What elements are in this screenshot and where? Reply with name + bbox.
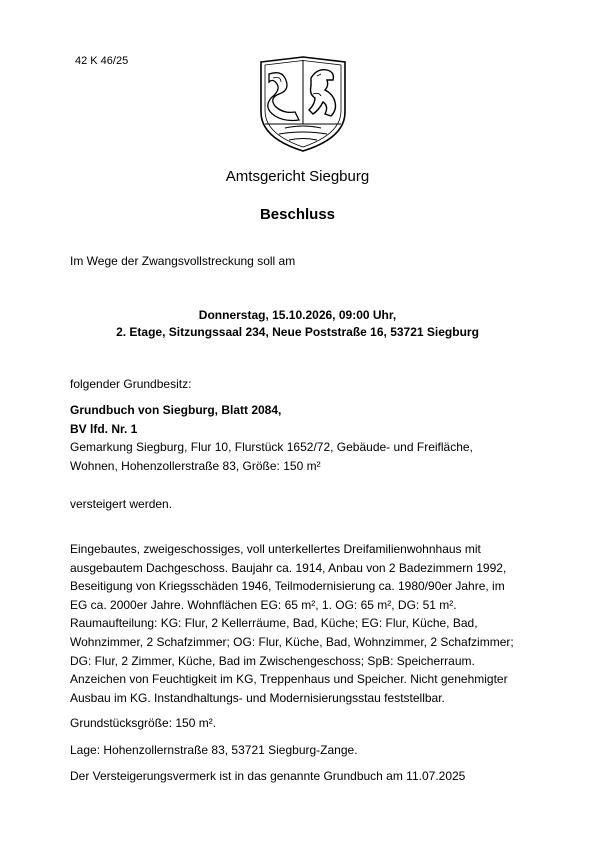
description-line: ausgebautem Dachgeschoss. Baujahr ca. 1914, Anbau von 2 Badezimmern 1992, <box>70 560 507 575</box>
intro-text: Im Wege der Zwangsvollstreckung soll am <box>70 254 296 268</box>
court-name: Amtsgericht Siegburg <box>225 168 370 185</box>
building-description <box>70 540 540 707</box>
parcel-description-line: Wohnen, Hohenzollerstraße 83, Größe: 150 m² <box>70 458 321 473</box>
coat-of-arms-icon <box>255 54 351 154</box>
description-line: DG: Flur, 2 Zimmer, Küche, Bad im Zwischengeschoss; SpB: Speicherraum. <box>70 653 475 668</box>
plot-size: Grundstücksgröße: 150 m². <box>70 716 217 730</box>
case-number: 42 K 46/25 <box>75 55 129 67</box>
description-line: Wohnzimmer, 2 Schafzimmer; OG: Flur, Küche, Bad, Wohnzimmer, 2 Schafzimmer; <box>70 634 514 649</box>
description-line: EG ca. 2000er Jahre. Wohnflächen EG: 65 m², 1. OG: 65 m², DG: 51 m². <box>70 597 457 612</box>
document-title: Beschluss <box>259 206 336 223</box>
description-line: Eingebautes, zweigeschossiges, voll unterkellertes Dreifamilienwohnhaus mit <box>70 542 481 556</box>
auction-phrase: versteigert werden. <box>70 497 173 511</box>
property-location: Lage: Hohenzollernstraße 83, 53721 Siegburg-Zange. <box>70 743 358 757</box>
appointment-date: Donnerstag, 15.10.2026, 09:00 Uhr, <box>198 308 397 322</box>
parcel-description-line: Gemarkung Siegburg, Flur 10, Flurstück 1652/72, Gebäude- und Freifläche, <box>70 440 473 455</box>
description-line: Raumaufteilung: KG: Flur, 2 Kellerräume, Bad, Küche; EG: Flur, Küche, Bad, <box>70 616 478 631</box>
description-line: Anzeichen von Feuchtigkeit im KG, Treppenhaus und Speicher. Nicht genehmigter <box>70 672 508 687</box>
registration-note: Der Versteigerungsvermerk ist in das genannte Grundbuch am 11.07.2025 <box>70 769 466 783</box>
description-line: Beseitigung von Kriegsschäden 1946, Teilmodernisierung ca. 1980/90er Jahre, im <box>70 579 505 594</box>
appointment-location: 2. Etage, Sitzungssaal 234, Neue Poststraße 16, 53721 Siegburg <box>116 325 479 339</box>
land-register-entry-number: BV lfd. Nr. 1 <box>70 421 138 436</box>
land-register-entry <box>70 401 540 475</box>
description-line: Ausbau im KG. Instandhaltungs- und Modernisierungsstau feststellbar. <box>70 690 445 705</box>
property-intro: folgender Grundbesitz: <box>70 377 192 391</box>
land-register-line: Grundbuch von Siegburg, Blatt 2084, <box>70 403 282 417</box>
